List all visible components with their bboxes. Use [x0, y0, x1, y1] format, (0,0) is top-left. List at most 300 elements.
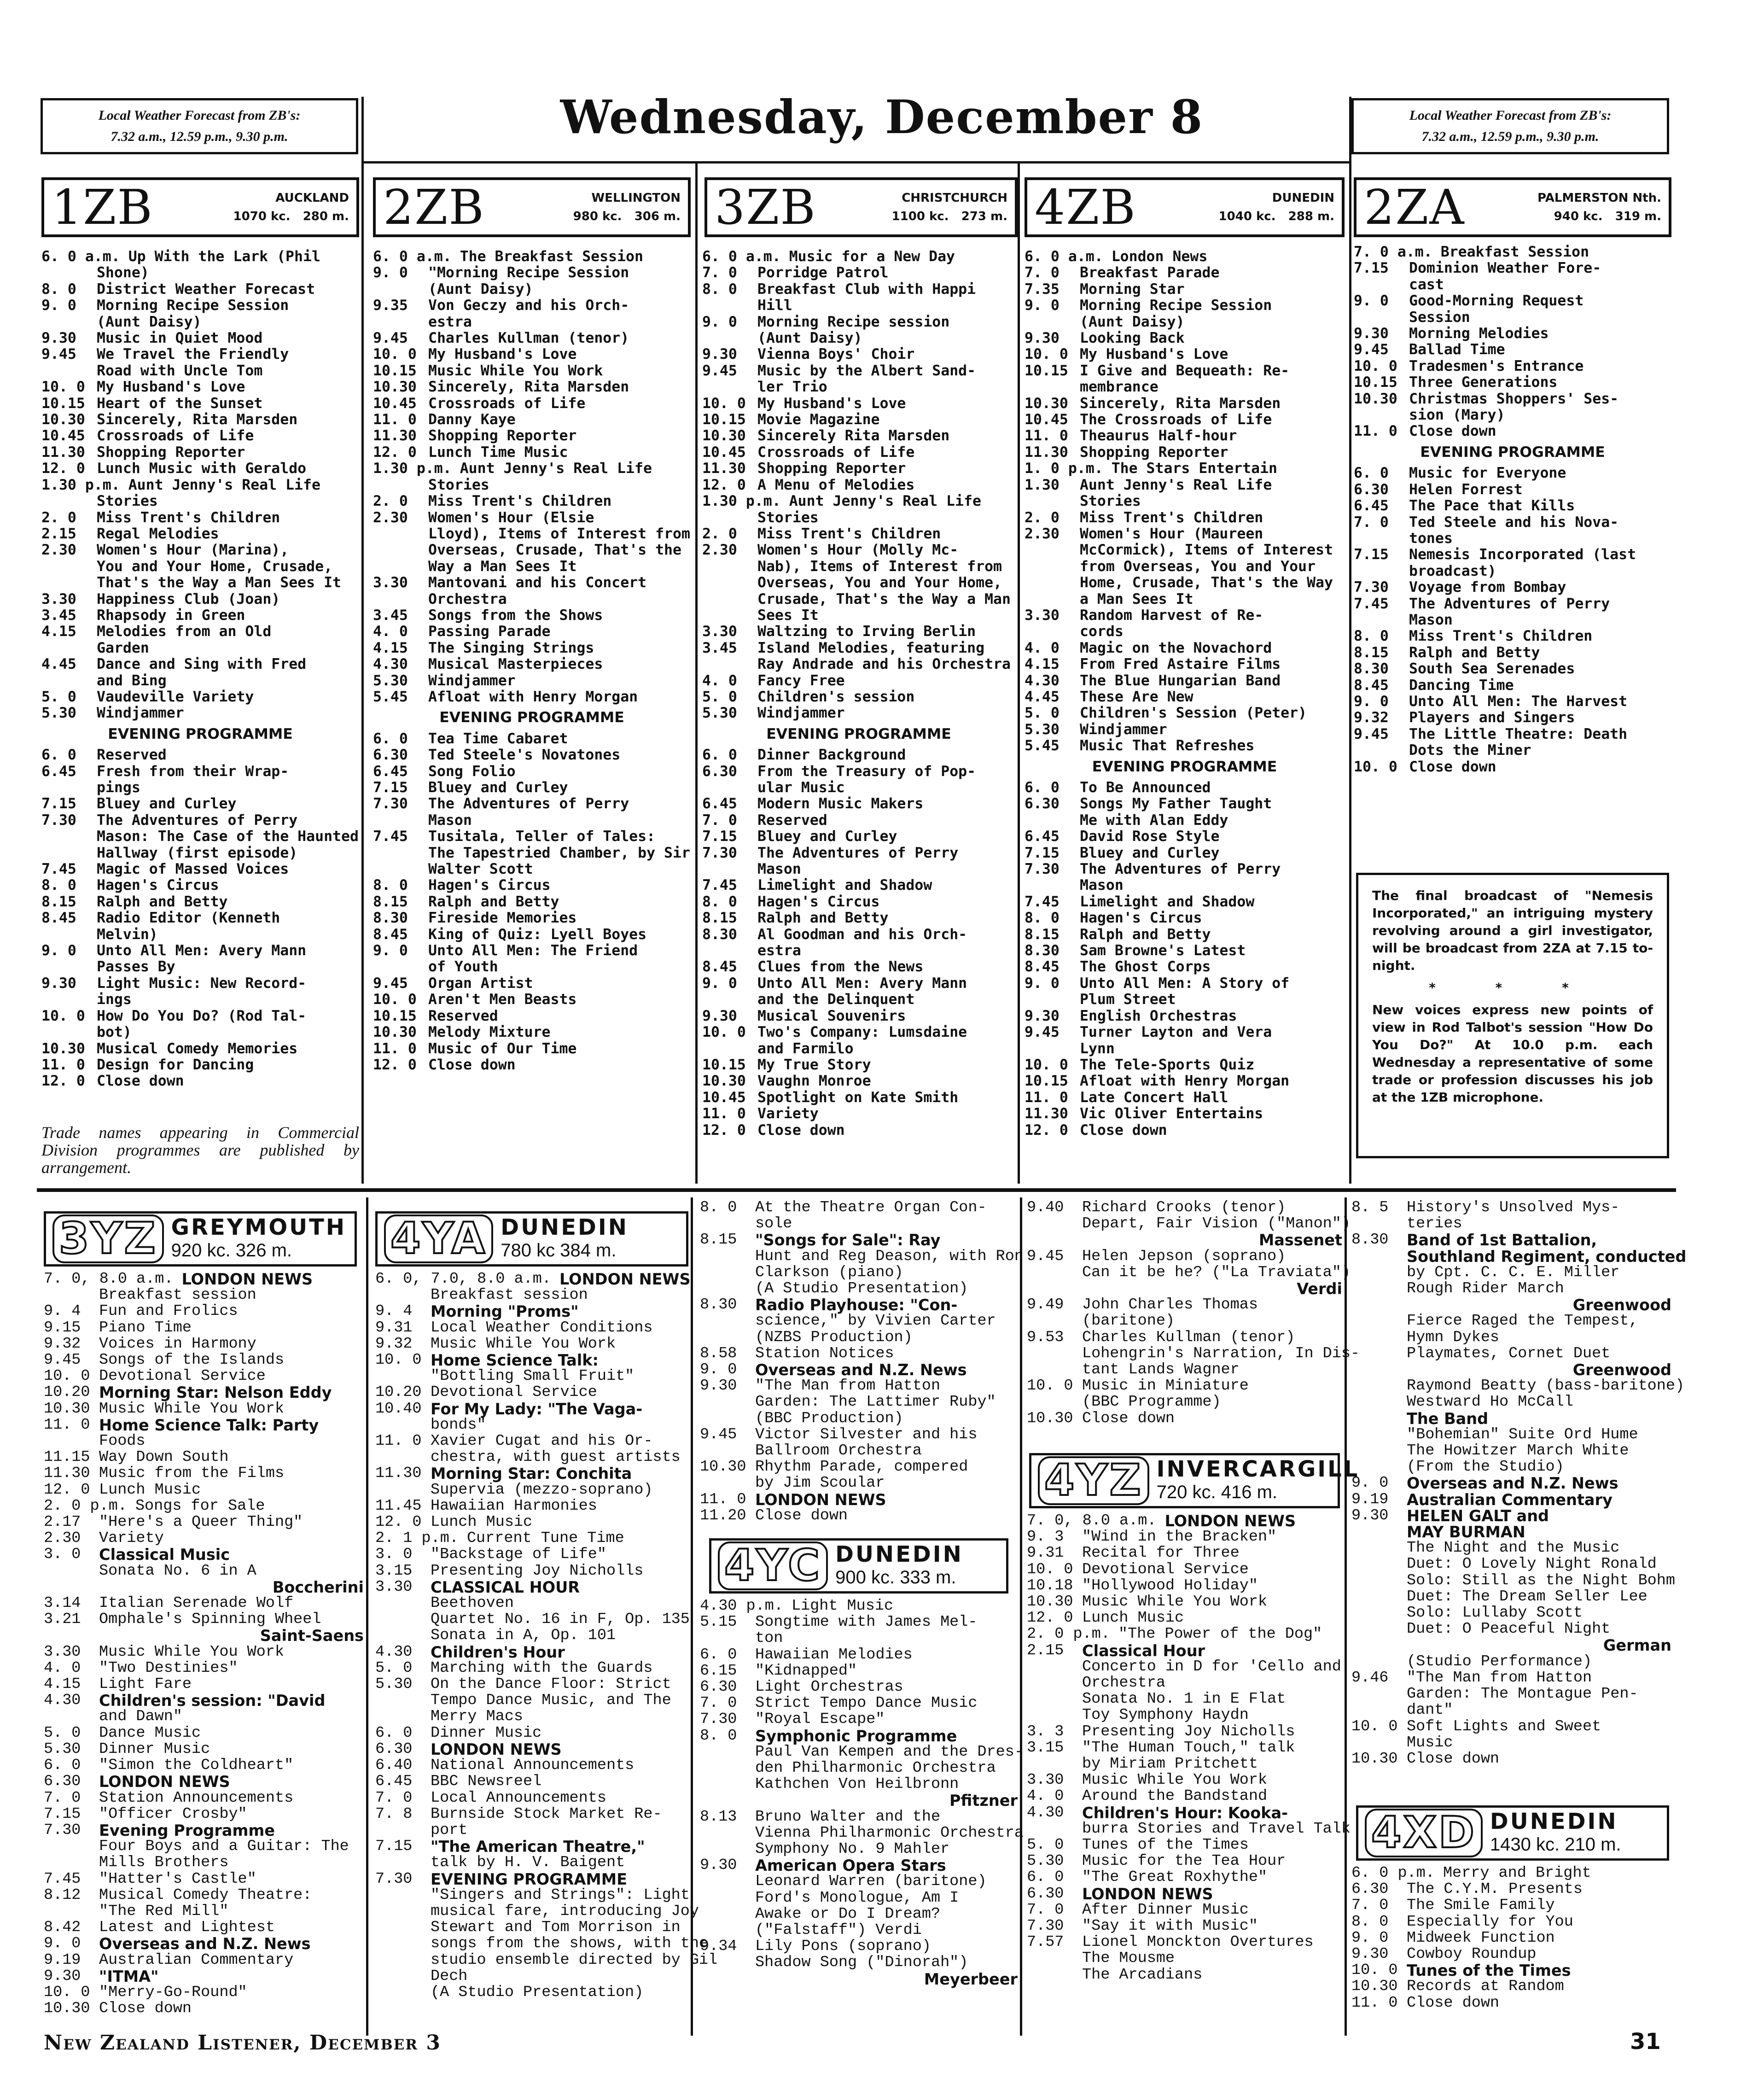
programme-time: 10. 0	[1027, 1560, 1073, 1578]
programme-title: Women's Hour (Molly Mc-	[757, 542, 959, 559]
programme-item	[373, 461, 691, 477]
station-header-2za	[1354, 177, 1671, 237]
programme-item	[373, 975, 691, 992]
programme-item	[375, 1352, 688, 1368]
programme-time: 9. 0	[1025, 297, 1060, 314]
programme-item	[373, 812, 691, 829]
programme-time: 7. 0	[44, 1789, 81, 1807]
programme-item	[1351, 1200, 1671, 1216]
programme-time: 3.30	[1025, 607, 1060, 624]
programme-item	[700, 1200, 1018, 1216]
programme-title: Voyage from Bombay	[1409, 579, 1566, 596]
programme-item	[41, 943, 359, 959]
programme-title: Recital for Three	[1082, 1544, 1240, 1562]
programme-item	[375, 1320, 688, 1336]
programme-time: 9. 0	[41, 942, 76, 959]
programme-title: Mason	[1080, 877, 1124, 894]
programme-item	[375, 1449, 688, 1465]
programme-time: 8. 0	[1351, 1913, 1389, 1931]
programme-time: 10.18	[1027, 1576, 1073, 1594]
programme-time: 11. 0	[373, 411, 417, 428]
programme-title: Morning Recipe Session	[97, 297, 289, 314]
programme-title: Windjammer	[757, 705, 845, 722]
programme-title: and Dawn"	[99, 1708, 182, 1726]
programme-item	[1027, 1362, 1342, 1378]
programme-item	[373, 992, 691, 1008]
programme-item	[702, 959, 1015, 975]
programme-item	[375, 1902, 699, 1920]
programme-title: Classical Hour	[1082, 1641, 1205, 1660]
col-rule	[361, 97, 364, 1184]
programme-title: cast	[1409, 276, 1444, 293]
programme-title: by Miriam Pritchett	[1082, 1755, 1258, 1773]
programme-item	[1351, 1508, 1671, 1524]
programme-title: Local Announcements	[431, 1789, 606, 1807]
programme-item	[375, 1644, 688, 1660]
programme-title: Orchestra	[1082, 1674, 1165, 1692]
station-wave: 306 m.	[634, 210, 681, 223]
programme-item	[375, 1985, 688, 2001]
programme-time: 9.45	[373, 330, 408, 347]
programme-time: 7.45	[702, 877, 737, 894]
programme-item	[44, 1855, 364, 1871]
programme-item	[41, 992, 359, 1008]
programme-time: 6.45	[373, 763, 408, 780]
programme-title: Paul Van Kempen and the Dres-	[755, 1743, 1024, 1761]
programme-item	[702, 298, 1015, 314]
programme-title: Children's session: "David	[99, 1692, 326, 1710]
programme-item	[1027, 1529, 1342, 1545]
programme-item	[702, 796, 1015, 812]
programme-time: 9. 0	[1351, 1474, 1389, 1492]
programme-time: 10.45	[1025, 411, 1068, 428]
programme-title: Victor Silvester and his	[755, 1425, 978, 1443]
programme-item	[1025, 927, 1345, 943]
programme-item	[702, 493, 1015, 509]
station-freq: 720 kc. 416 m.	[1156, 1482, 1278, 1502]
programme-time: 10.30	[702, 1073, 746, 1090]
programme-time: 7.45	[41, 861, 76, 878]
programme-title: (Aunt Daisy)	[428, 280, 533, 298]
programme-item	[375, 1384, 688, 1401]
programme-item	[41, 330, 359, 346]
programme-title: Music from the Films	[99, 1465, 285, 1483]
programme-item	[41, 298, 359, 314]
programme-title: District Weather Forecast	[97, 280, 315, 298]
programme-item	[1351, 1330, 1671, 1346]
programme-title: "The Man from Hatton	[755, 1377, 941, 1395]
programme-title: Presenting Joy Nicholls	[1082, 1722, 1295, 1740]
station-call: 4XD	[1365, 1809, 1483, 1857]
section-heading: EVENING PROGRAMME	[108, 725, 293, 742]
programme-time: 10. 0	[1027, 1377, 1073, 1395]
programme-time: 10.30	[1027, 1409, 1073, 1427]
programme-item	[1027, 1659, 1342, 1675]
programme-item	[1354, 391, 1671, 407]
programme-item	[41, 1057, 359, 1073]
programme-title: The Adventures of Perry	[428, 795, 629, 812]
programme-title: Shopping Reporter	[757, 460, 906, 477]
programme-item	[44, 1693, 364, 1709]
programme-item	[702, 943, 1015, 959]
programme-item	[700, 1378, 1018, 1394]
programme-item	[44, 1952, 364, 1968]
programme-title: South Sea Serenades	[1409, 660, 1575, 677]
programme-item	[44, 1595, 364, 1611]
programme-item	[41, 1073, 359, 1089]
programme-item	[375, 1417, 688, 1433]
programme-item	[373, 673, 691, 689]
programme-title: chestra, with guest artists	[431, 1448, 681, 1466]
programme-item	[1354, 407, 1671, 423]
programme-time: 7. 0	[1025, 264, 1060, 281]
programme-item	[1027, 1853, 1342, 1869]
programme-time: 11. 0	[373, 1040, 417, 1057]
programme-time: 9.40	[1027, 1199, 1064, 1216]
programme-title: den Philharmonic Orchestra	[755, 1759, 996, 1777]
programme-time: 5.30	[1027, 1852, 1064, 1870]
station-wave: 273 m.	[961, 210, 1007, 223]
programme-item	[41, 705, 359, 721]
programme-title: Kathchen Von Heilbronn	[755, 1775, 959, 1793]
programme-item	[1354, 465, 1671, 481]
programme-title: Shopping Reporter	[97, 444, 245, 461]
programme-item	[1025, 910, 1345, 926]
programme-item	[1027, 1643, 1342, 1659]
programme-title: "Royal Escape"	[755, 1711, 885, 1728]
programme-time: 10.40	[375, 1400, 422, 1418]
programme-title: Music While You Work	[99, 1643, 285, 1661]
programme-time: 9. 0	[44, 1935, 81, 1953]
programme-time: 8.15	[700, 1231, 737, 1249]
programme-title: Ralph and Betty	[1080, 926, 1211, 943]
programme-item	[700, 1475, 1018, 1491]
programme-title: (Aunt Daisy)	[1080, 313, 1185, 330]
programme-item	[702, 927, 1015, 943]
programme-title: Afloat with Henry Morgan	[428, 688, 638, 705]
programme-item	[373, 444, 691, 461]
programme-title: Rhythm Parade, compered	[755, 1458, 968, 1476]
programme-title: Songs from the Shows	[428, 607, 603, 624]
programme-item	[44, 1806, 364, 1822]
programme-item	[1351, 1540, 1671, 1556]
programme-item	[1351, 1914, 1671, 1930]
programme-title: Music While You Work	[1082, 1771, 1268, 1789]
programme-title: Three Generations	[1409, 374, 1558, 391]
programme-title: Breakfast Parade	[1080, 264, 1220, 281]
programme-time: 7.45	[44, 1870, 81, 1888]
programme-item	[375, 1920, 688, 1936]
programme-time: 9.30	[41, 330, 76, 347]
programme-title: The Mousme	[1082, 1950, 1175, 1967]
programme-time: 4.15	[41, 623, 76, 640]
programme-title: History's Unsolved Mys-	[1407, 1199, 1620, 1216]
programme-title: Music	[1407, 1734, 1453, 1751]
programme-item	[41, 829, 359, 845]
programme-item	[700, 1809, 1018, 1825]
programme-item	[373, 428, 691, 444]
programme-title: Hymn Dykes	[1407, 1328, 1500, 1346]
programme-item	[1025, 1090, 1345, 1106]
col-rule	[1349, 97, 1351, 1184]
programme-title: (BBC Production)	[755, 1409, 903, 1427]
programme-item	[375, 1563, 688, 1579]
programme-time: 7.30	[41, 811, 76, 829]
programme-title: Vienna Boys' Choir	[757, 346, 915, 363]
programme-item	[44, 1774, 364, 1790]
programme-title: Ted Steele's Novatones	[428, 747, 621, 764]
programme-time: 4.30 p.m.	[700, 1597, 783, 1615]
programme-item	[373, 281, 691, 298]
schedule-2za	[1354, 244, 1671, 861]
programme-title: "Here's a Queer Thing"	[99, 1513, 303, 1531]
programme-item	[41, 363, 359, 379]
programme-item	[375, 1482, 688, 1498]
programme-item	[375, 1270, 691, 1288]
programme-item	[375, 1709, 688, 1725]
programme-time: 10.15	[373, 1007, 417, 1024]
programme-title: Lohengrin's Narration, In Dis-	[1082, 1344, 1360, 1362]
programme-time: 9.35	[373, 297, 408, 314]
programme-time: 9. 0	[1354, 693, 1389, 710]
programme-time: 10.30	[1027, 1593, 1073, 1611]
programme-item	[44, 1563, 364, 1579]
programme-time: 11. 0	[1351, 1994, 1398, 2012]
programme-time: 8.30	[700, 1296, 737, 1314]
programme-title: MAY BURMAN	[1407, 1523, 1525, 1541]
programme-time: 10. 0	[375, 1351, 422, 1369]
programme-item	[1351, 1605, 1671, 1621]
programme-title: Light Orchestras	[755, 1678, 903, 1696]
programme-title: Breakfast Session	[1440, 244, 1589, 260]
programme-title: My Husband's Love	[97, 379, 245, 396]
programme-item	[702, 510, 1015, 526]
programme-title: Rough Rider March	[1407, 1280, 1564, 1298]
programme-item	[1025, 412, 1345, 428]
programme-time: 4.30	[44, 1692, 81, 1710]
programme-item	[702, 314, 1015, 330]
programme-time: 11.30	[1025, 444, 1068, 461]
programme-item	[1351, 1524, 1671, 1540]
programme-time: 7. 0, 8.0 a.m.	[1027, 1512, 1157, 1530]
programme-item	[41, 249, 359, 265]
programme-title: Ralph and Betty	[1409, 644, 1540, 661]
programme-item	[702, 461, 1015, 477]
programme-title: "The American Theatre,"	[431, 1838, 645, 1856]
programme-item	[702, 877, 1015, 893]
programme-time: 9. 0	[702, 313, 737, 330]
schedule-4zb	[1025, 249, 1345, 1184]
programme-time: 8. 0	[700, 1727, 737, 1745]
programme-item	[41, 281, 359, 298]
programme-time: 10.30	[41, 411, 85, 428]
programme-title: Regal Melodies	[97, 525, 219, 542]
programme-time: 8. 0	[700, 1199, 737, 1216]
programme-item	[1027, 1934, 1342, 1950]
programme-item	[373, 796, 691, 812]
programme-title: Dance Music	[99, 1724, 201, 1742]
programme-time: 4. 0	[373, 623, 408, 640]
programme-title: Current Tune Time	[466, 1530, 624, 1547]
programme-title: Overseas, You and Your Home,	[757, 574, 1002, 591]
programme-time: 6.45	[1354, 497, 1389, 514]
programme-time: 7. 0	[702, 264, 737, 281]
programme-time: 10.30	[1025, 395, 1068, 412]
programme-title: BBC Newsreel	[431, 1773, 542, 1791]
programme-item	[373, 959, 691, 975]
programme-time: 9.30	[44, 1967, 81, 1985]
programme-item	[702, 1041, 1015, 1057]
programme-title: Music in Quiet Mood	[97, 330, 263, 347]
programme-title: Christmas Shoppers' Ses-	[1409, 390, 1619, 407]
programme-title: Organ Artist	[428, 975, 533, 992]
programme-time: 7. 0	[702, 811, 737, 829]
programme-time: 6.30	[702, 763, 737, 780]
programme-item	[702, 764, 1015, 780]
programme-time: 9. 4	[375, 1302, 413, 1320]
programme-title: Crusade, That's the Way a Man	[757, 590, 1011, 607]
programme-time: 10.30	[700, 1458, 746, 1476]
programme-title: That's the Way a Man Sees It	[97, 574, 342, 591]
programme-item	[1351, 1735, 1671, 1751]
programme-time: 9. 3	[1027, 1528, 1064, 1546]
programme-item	[373, 640, 691, 656]
programme-title: National Announcements	[431, 1757, 635, 1775]
programme-title: Von Geczy and his Orch-	[428, 297, 629, 314]
programme-item	[1025, 314, 1345, 330]
schedule-3zb	[702, 249, 1015, 1184]
programme-title: Foods	[99, 1432, 146, 1450]
programme-time: 8.30	[1025, 942, 1060, 959]
programme-item	[1027, 1297, 1342, 1313]
programme-time: 4. 0	[702, 672, 737, 689]
schedule-4yc-continued	[1027, 1199, 1360, 1439]
programme-item	[41, 780, 359, 796]
programme-title: Unto All Men: A Story of	[1080, 975, 1290, 992]
programme-title: Duet: O Lovely Night Ronald	[1407, 1555, 1657, 1573]
programme-item	[44, 1660, 364, 1676]
programme-item	[1025, 607, 1345, 624]
programme-time: 1.30 p.m.	[702, 493, 781, 510]
station-city: PALMERSTON Nth.	[1537, 191, 1661, 205]
programme-item	[1025, 722, 1345, 738]
weather-forecast-right	[1351, 98, 1669, 154]
programme-item	[1354, 759, 1671, 775]
programme-time: 10.30	[702, 427, 746, 444]
programme-item	[1025, 780, 1345, 796]
programme-item	[373, 1008, 691, 1024]
programme-title: Unto All Men: The Harvest	[1409, 693, 1628, 710]
programme-time: 6. 0	[41, 747, 76, 764]
programme-title: Way a Man Sees It	[428, 558, 577, 575]
programme-title: Ford's Monologue, Am I	[755, 1889, 959, 1907]
programme-title: Overseas and N.Z. News	[755, 1361, 967, 1379]
programme-item	[41, 624, 359, 640]
programme-title: Concerto in D for 'Cello and	[1082, 1658, 1341, 1676]
station-call: 3YZ	[52, 1214, 164, 1263]
programme-item	[702, 894, 1015, 910]
top-rule	[361, 161, 1351, 163]
programme-title: Melodies from an Old	[97, 623, 272, 640]
programme-time: 2.30	[44, 1530, 81, 1547]
programme-item	[375, 1855, 688, 1871]
programme-item	[1027, 1313, 1342, 1329]
programme-title: CLASSICAL HOUR	[431, 1578, 580, 1596]
programme-title: (baritone)	[1082, 1312, 1175, 1330]
programme-item	[702, 975, 1015, 992]
programme-item	[44, 1887, 364, 1903]
programme-title: Especially for You	[1407, 1913, 1573, 1931]
programme-title: King of Quiz: Lyell Boyes	[428, 926, 647, 943]
station-header-4ya	[375, 1211, 688, 1267]
programme-title: Evening Programme	[99, 1821, 275, 1839]
programme-title: Lily Pons (soprano)	[755, 1938, 931, 1956]
programme-item	[1025, 477, 1345, 493]
programme-item	[700, 1711, 1018, 1728]
programme-time: 12. 0	[44, 1481, 90, 1499]
programme-item	[700, 1247, 1024, 1265]
programme-item	[44, 1271, 364, 1287]
programme-item	[41, 877, 359, 893]
programme-item	[1354, 531, 1671, 547]
programme-item	[1025, 249, 1345, 265]
programme-item	[1354, 326, 1671, 342]
programme-time: 6. 0	[373, 730, 408, 747]
programme-title: The Night and the Music	[1407, 1539, 1620, 1557]
programme-item	[1351, 1881, 1671, 1897]
programme-item	[700, 1647, 1018, 1663]
programme-title: Melvin)	[97, 926, 158, 943]
programme-item	[41, 640, 359, 656]
programme-item	[1354, 482, 1671, 498]
programme-time: 9. 4	[44, 1302, 81, 1320]
programme-time: 6.15	[700, 1662, 737, 1680]
programme-title: LONDON NEWS	[1164, 1512, 1296, 1530]
programme-time: 10.15	[702, 411, 746, 428]
schedule-4xd	[1351, 1865, 1671, 2022]
programme-time: 10. 0	[1354, 758, 1397, 775]
programme-title: Fun and Frolics	[99, 1302, 238, 1320]
programme-title: Symphonic Programme	[755, 1727, 957, 1745]
programme-title: Toy Symphony Haydn	[1082, 1706, 1249, 1724]
programme-item	[41, 444, 359, 461]
programme-title: from Overseas, You and Your	[1080, 558, 1316, 575]
programme-item	[700, 1492, 1018, 1508]
programme-item	[1025, 624, 1345, 640]
programme-title: Music for the Tea Hour	[1082, 1852, 1286, 1870]
programme-title: Aunt Jenny's Real Life	[789, 493, 981, 510]
programme-item	[702, 910, 1015, 926]
programme-time: 8. 0	[1025, 910, 1060, 927]
programme-item	[702, 829, 1015, 845]
programme-title: EVENING PROGRAMME	[431, 1870, 627, 1888]
programme-title: Hagen's Circus	[757, 893, 880, 910]
programme-item	[700, 1443, 1018, 1459]
programme-title: sion (Mary)	[1409, 407, 1505, 424]
programme-title: The Blue Hungarian Band	[1080, 672, 1281, 689]
programme-time: 10.15	[1025, 362, 1068, 379]
programme-title: Close down	[1409, 423, 1496, 440]
programme-time: 8.13	[700, 1808, 737, 1826]
programme-title: John Charles Thomas	[1082, 1296, 1258, 1314]
programme-time: 4.15	[44, 1676, 81, 1693]
programme-title: "Morning Recipe Session	[428, 264, 629, 281]
programme-item	[700, 1297, 1018, 1313]
programme-item	[373, 607, 691, 624]
programme-item	[373, 845, 691, 861]
programme-title: Mantovani and his Concert	[428, 574, 647, 591]
programme-item	[375, 1839, 688, 1855]
